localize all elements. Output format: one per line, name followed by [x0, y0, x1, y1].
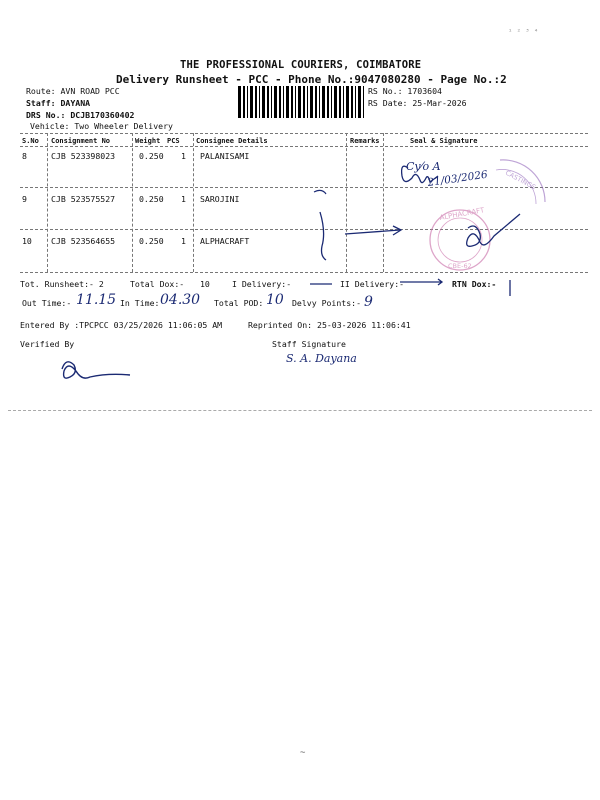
row2-bracket-mark: [320, 212, 326, 260]
barcode-bar: [334, 86, 337, 118]
in-time-label: In Time:: [120, 298, 160, 308]
barcode-bar: [343, 86, 344, 118]
barcode-bar: [243, 86, 245, 118]
verified-by-label: Verified By: [20, 339, 75, 349]
total-dox-value: 10: [200, 279, 210, 289]
total-dox-label: Total Dox:-: [130, 279, 185, 289]
table-top-rule: [20, 133, 588, 134]
barcode-bar: [262, 86, 265, 118]
drs-number: DRS No.: DCJB170360402: [26, 110, 135, 120]
verified-signature: [52, 355, 142, 385]
i-delivery-label: I Delivery:-: [232, 279, 292, 289]
rtn-dox-label: RTN Dox:-: [452, 279, 497, 289]
table-header-rule: [20, 146, 588, 147]
staff-signature-label: Staff Signature: [272, 339, 346, 349]
barcode: [238, 86, 366, 118]
header-pcs: PCS: [167, 137, 180, 145]
col-divider: [193, 133, 194, 272]
header-consignment: Consignment No: [51, 137, 111, 145]
out-time-value: 11.15: [76, 292, 117, 308]
handwriting-and-stamps: [300, 150, 560, 275]
barcode-bar: [259, 86, 260, 118]
row-consignee: PALANISAMI: [200, 151, 250, 161]
row-weight: 0.250: [139, 194, 164, 204]
barcode-bar: [355, 86, 356, 118]
barcode-bar: [298, 86, 301, 118]
barcode-bar: [307, 86, 308, 118]
barcode-bar: [250, 86, 253, 118]
company-stamp-alphacraft: [430, 206, 490, 270]
scan-fold-line: [8, 410, 592, 411]
row-sno: 10: [22, 236, 32, 246]
row-sno: 9: [22, 194, 27, 204]
route-label: Route: AVN ROAD PCC: [26, 86, 120, 96]
header-seal-signature: Seal & Signature: [410, 137, 478, 145]
rs-number: RS No.: 1703604: [368, 86, 442, 96]
row-weight: 0.250: [139, 236, 164, 246]
in-time-value: 04.30: [160, 292, 201, 308]
row2-arrow-line: [345, 230, 400, 234]
barcode-bar: [255, 86, 257, 118]
barcode-bar: [286, 86, 289, 118]
stamp1-text: CASTINGS: [504, 168, 537, 192]
stamp2-text: ALPHACRAFT: [438, 206, 485, 222]
barcode-bar: [271, 86, 272, 118]
barcode-bar: [303, 86, 305, 118]
barcode-bar: [291, 86, 293, 118]
barcode-bar: [247, 86, 248, 118]
barcode-bar: [319, 86, 320, 118]
barcode-bar: [339, 86, 341, 118]
header-consignee: Consignee Details: [196, 137, 268, 145]
ii-delivery-arrow: [400, 279, 442, 285]
row-consignment: CJB 523575527: [51, 194, 116, 204]
runsheet-subtitle: Delivery Runsheet - PCC - Phone No.:9047080280 - Page No.:2: [116, 73, 507, 86]
out-time-label: Out Time:-: [22, 298, 72, 308]
row-consignee: SAROJINI: [200, 194, 240, 204]
barcode-bar: [358, 86, 361, 118]
staff-label: Staff: DAYANA: [26, 98, 91, 108]
rs-date: RS Date: 25-Mar-2026: [368, 98, 467, 108]
company-stamp-castings: [496, 160, 545, 204]
staff-signature-handwritten: S. A. Dayana: [286, 352, 357, 365]
company-title: THE PROFESSIONAL COURIERS, COIMBATORE: [180, 59, 422, 71]
stamp2-code: CBE-62: [448, 262, 472, 270]
total-pod-label: Total POD:: [214, 298, 264, 308]
barcode-bar: [238, 86, 241, 118]
col-divider: [47, 133, 48, 272]
vehicle-label: Vehicle: Two Wheeler Delivery: [30, 121, 173, 131]
delvy-points-label: Delvy Points:-: [292, 298, 362, 308]
col-divider: [132, 133, 133, 272]
row-consignee: ALPHACRAFT: [200, 236, 250, 246]
row-consignment: CJB 523398023: [51, 151, 116, 161]
reprinted-on: Reprinted On: 25-03-2026 11:06:41: [248, 320, 411, 330]
header-remarks: Remarks: [350, 137, 380, 145]
barcode-bar: [322, 86, 325, 118]
barcode-bar: [279, 86, 281, 118]
entered-by: Entered By :TPCPCC 03/25/2026 11:06:05 AM: [20, 320, 223, 330]
row-pcs: 1: [181, 151, 186, 161]
barcode-bar: [295, 86, 296, 118]
page-corner-mark: ¹ ² ³ ⁴: [508, 27, 539, 36]
row-weight: 0.250: [139, 151, 164, 161]
barcode-bar: [327, 86, 329, 118]
barcode-bar: [351, 86, 353, 118]
row1-initials: Cy⁄o A: [406, 160, 441, 173]
barcode-bar: [363, 86, 364, 118]
ii-delivery-label: II Delivery:-: [340, 279, 405, 289]
row-sno: 8: [22, 151, 27, 161]
barcode-bar: [310, 86, 313, 118]
barcode-bar: [346, 86, 349, 118]
delvy-points-value: 9: [364, 294, 373, 310]
barcode-bar: [331, 86, 332, 118]
barcode-bar: [267, 86, 269, 118]
row-pcs: 1: [181, 236, 186, 246]
row1-date: 21/03/2026: [426, 168, 489, 189]
scan-artifact-mark: ~: [300, 748, 306, 758]
barcode-bar: [283, 86, 284, 118]
barcode-bar: [315, 86, 317, 118]
totals-handwritten-marks: [290, 276, 520, 298]
total-runsheet: Tot. Runsheet:- 2: [20, 279, 104, 289]
row2-tick-mark: [314, 190, 326, 194]
header-weight: Weight: [135, 137, 161, 145]
row-consignment: CJB 523564655: [51, 236, 116, 246]
row-pcs: 1: [181, 194, 186, 204]
header-sno: S.No: [22, 137, 39, 145]
row3-signature: [467, 214, 520, 246]
barcode-bar: [274, 86, 277, 118]
total-pod-value: 10: [266, 292, 284, 308]
